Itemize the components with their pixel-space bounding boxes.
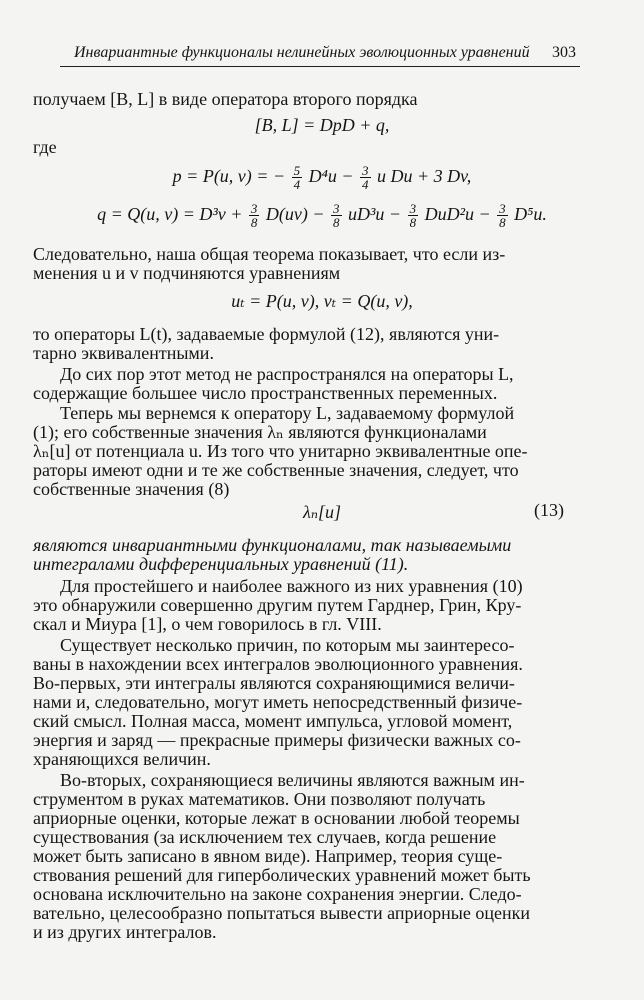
text-line: и из других интегралов. xyxy=(33,922,217,942)
running-header xyxy=(60,44,580,66)
denominator: 8 xyxy=(333,215,340,231)
text-line: основана исключительно на законе сохранения энергии. Следо- xyxy=(33,884,522,904)
text-line: храняющихся величин. xyxy=(33,749,211,769)
text-line: являются инвариантными функционалами, так называемыми xyxy=(33,535,512,555)
text-line: струментом в руках математиков. Они позволяют получать xyxy=(33,789,486,809)
fraction xyxy=(360,164,371,191)
denominator: 4 xyxy=(293,177,301,193)
text-line: менения u и v подчиняются уравнениям xyxy=(33,263,341,283)
text-line: Существует несколько причин, по которым мы заинтересо- xyxy=(60,635,515,655)
text-line: то операторы L(t), задаваемые формулой (12), являются уни- xyxy=(33,324,500,344)
text-line: это обнаружили совершенно другим путем Гарднер, Грин, Кру- xyxy=(33,595,522,615)
page-number: 303 xyxy=(552,44,576,61)
eq-part: D⁴u − xyxy=(308,166,354,186)
denominator: 8 xyxy=(250,215,258,231)
equation: λₙ[u] xyxy=(302,502,342,522)
fraction xyxy=(331,202,342,229)
text-line: Во-первых, эти интегралы являются сохраняющимися величи- xyxy=(33,673,515,693)
text-line: вательно, целесообразно попытаться вывести априорные оценки xyxy=(33,903,530,923)
text-line: λₙ[u] от потенциала u. Из того что унитарно эквивалентные опе- xyxy=(33,441,528,461)
numerator: 3 xyxy=(499,201,506,217)
numerator: 3 xyxy=(250,201,258,217)
text-line: априорные оценки, которые лежат в основании любой теоремы xyxy=(33,808,520,828)
numerator: 3 xyxy=(409,201,417,217)
denominator: 4 xyxy=(362,177,369,193)
denominator: 8 xyxy=(499,215,506,231)
fraction xyxy=(408,202,419,229)
header-rule xyxy=(60,66,580,67)
eq-part: D⁵u. xyxy=(514,204,547,224)
text-line: интегралами дифференциальных уравнений (11). xyxy=(33,554,409,574)
text-line: собственные значения (8) xyxy=(33,479,230,499)
text-line: ствования решений для гиперболических уравнений может быть xyxy=(33,865,531,885)
numerator: 3 xyxy=(362,163,369,179)
denominator: 8 xyxy=(409,215,417,231)
text-line: Теперь мы вернемся к оператору L, задаваемому формулой xyxy=(60,403,515,423)
numerator: 3 xyxy=(333,201,340,217)
text-line: До сих пор этот метод не распространялся на операторы L, xyxy=(60,364,514,384)
equation-q xyxy=(0,202,644,229)
text-line: скал и Миура [1], о чем говорилось в гл. VIII. xyxy=(33,614,382,634)
eq-part: q = Q(u, v) = D³v + xyxy=(97,204,243,224)
equation-number: (13) xyxy=(534,500,564,520)
text-line: энергия и заряд — прекрасные примеры физически важных со- xyxy=(33,730,521,750)
header-title: Инвариантные функционалы нелинейных эволюционных уравнений xyxy=(74,44,530,61)
text-line: нами и, следовательно, могут иметь непосредственный физиче- xyxy=(33,692,523,712)
text-line: где xyxy=(33,137,57,157)
text-line: ский смысл. Полная масса, момент импульса, угловой момент, xyxy=(33,711,513,731)
text-line: раторы имеют одни и те же собственные значения, следует, что xyxy=(33,460,519,480)
text-line: может быть записано в явном виде). Например, теория суще- xyxy=(33,846,503,866)
numerator: 5 xyxy=(293,163,301,179)
eq-part: uD³u − xyxy=(348,204,402,224)
equation-p xyxy=(0,164,644,191)
eq-part: u Du + 3 Dv, xyxy=(377,166,472,186)
text-line: Для простейшего и наиболее важного из них уравнения (10) xyxy=(60,576,523,596)
text-line: ваны в нахождении всех интегралов эволюционного уравнения. xyxy=(33,654,523,674)
eq-part: p = P(u, v) = − xyxy=(172,166,286,186)
text-line: содержащие большее число пространственных переменных. xyxy=(33,383,498,403)
fraction xyxy=(497,202,508,229)
eq-part: DuD²u − xyxy=(424,204,491,224)
fraction xyxy=(249,202,260,229)
text-line: Следовательно, наша общая теорема показывает, что если из- xyxy=(33,244,506,264)
fraction xyxy=(292,164,303,191)
text-line: Во-вторых, сохраняющиеся величины являются важным ин- xyxy=(60,770,525,790)
text-line: тарно эквивалентными. xyxy=(33,343,214,363)
equation: [B, L] = DpD + q, xyxy=(254,115,390,135)
text-line: (1); его собственные значения λₙ являются функционалами xyxy=(33,422,487,442)
text-line: получаем [B, L] в виде оператора второго порядка xyxy=(33,89,418,109)
text-line: существования (за исключением тех случаев, когда решение xyxy=(33,827,497,847)
eq-part: D(uv) − xyxy=(265,204,325,224)
equation: uₜ = P(u, v), vₜ = Q(u, v), xyxy=(231,291,413,311)
